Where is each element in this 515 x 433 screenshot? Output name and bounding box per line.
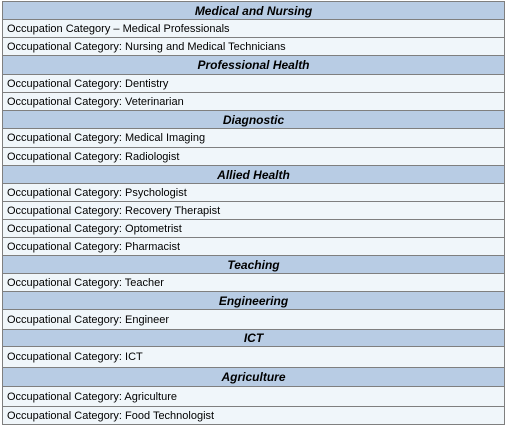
table-row: Occupational Category: Engineer (3, 310, 504, 330)
section-header-diagnostic: Diagnostic (3, 111, 504, 129)
table-row: Occupational Category: Medical Imaging (3, 129, 504, 148)
table-row: Occupation Category – Medical Professionals (3, 20, 504, 38)
section-header-professional-health: Professional Health (3, 56, 504, 75)
table-row: Occupational Category: Veterinarian (3, 93, 504, 111)
table-row: Occupational Category: Teacher (3, 274, 504, 292)
table-row: Occupational Category: Pharmacist (3, 238, 504, 256)
table-row: Occupational Category: Radiologist (3, 148, 504, 166)
table-row: Occupational Category: Food Technologist (3, 407, 504, 425)
table-row: Occupational Category: Psychologist (3, 184, 504, 202)
section-header-ict: ICT (3, 330, 504, 347)
section-header-agriculture: Agriculture (3, 368, 504, 387)
table-row: Occupational Category: Recovery Therapist (3, 202, 504, 220)
table-row: Occupational Category: Nursing and Medical Technicians (3, 38, 504, 56)
table-row: Occupational Category: ICT (3, 347, 504, 368)
occupation-category-table (2, 1, 505, 425)
section-header-engineering: Engineering (3, 292, 504, 310)
table-row: Occupational Category: Dentistry (3, 75, 504, 93)
table-row: Occupational Category: Optometrist (3, 220, 504, 238)
section-header-teaching: Teaching (3, 256, 504, 274)
section-header-allied-health: Allied Health (3, 166, 504, 184)
section-header-medical-and-nursing: Medical and Nursing (3, 2, 504, 20)
table-row: Occupational Category: Agriculture (3, 387, 504, 407)
